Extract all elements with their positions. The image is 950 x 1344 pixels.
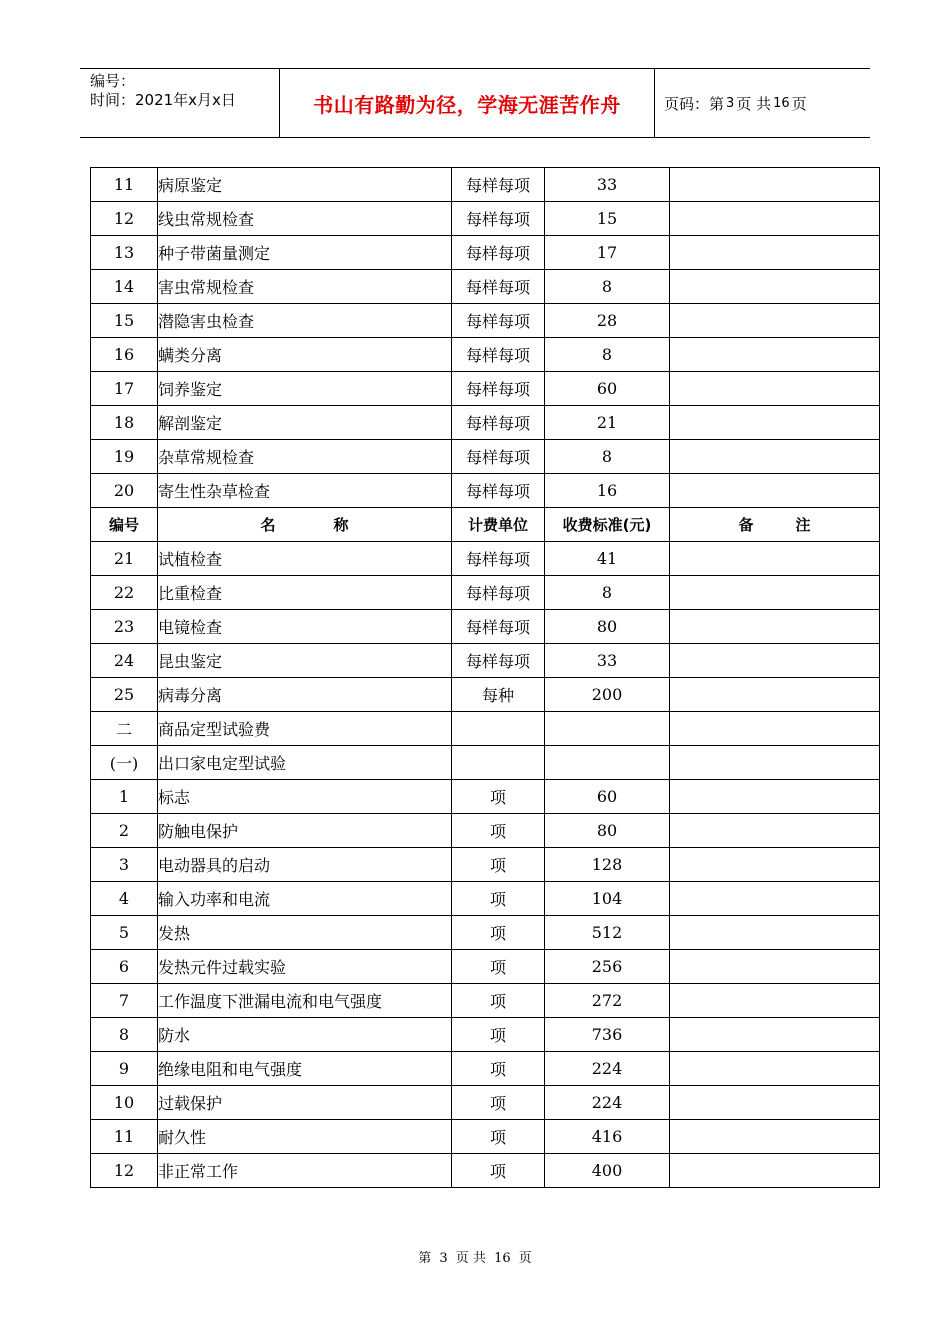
row-item-name: 比重检查 [158, 576, 452, 610]
page-prefix: 页码：第 [664, 94, 725, 113]
table-row [91, 202, 880, 236]
row-number: 18 [91, 406, 158, 440]
row-item-name: 防水 [158, 1018, 452, 1052]
header-name-b: 称 [333, 516, 349, 534]
page-total: 16 [773, 95, 790, 111]
table-row [91, 406, 880, 440]
row-note [670, 814, 880, 848]
row-unit [452, 746, 545, 780]
row-fee: 400 [545, 1154, 670, 1188]
row-note [670, 848, 880, 882]
row-note [670, 474, 880, 508]
row-number: 二 [91, 712, 158, 746]
fee-table-rows-after [91, 542, 880, 1188]
row-note [670, 746, 880, 780]
row-unit: 项 [452, 950, 545, 984]
row-unit: 每样每项 [452, 168, 545, 202]
row-fee: 33 [545, 168, 670, 202]
row-note [670, 916, 880, 950]
row-fee: 17 [545, 236, 670, 270]
footer-current: 3 [439, 1251, 448, 1266]
table-row [91, 338, 880, 372]
row-item-name: 输入功率和电流 [158, 882, 452, 916]
header-page-indicator [655, 69, 870, 137]
row-unit: 项 [452, 882, 545, 916]
row-number: 3 [91, 848, 158, 882]
fee-table-header-section [91, 508, 880, 542]
row-unit: 每样每项 [452, 644, 545, 678]
row-item-name: 解剖鉴定 [158, 406, 452, 440]
page-mid: 页 共 [736, 94, 772, 113]
header-no: 编号 [91, 508, 158, 542]
row-number: 11 [91, 168, 158, 202]
header-meta [80, 69, 280, 137]
column-header-row [91, 508, 880, 542]
row-fee: 8 [545, 440, 670, 474]
table-row [91, 576, 880, 610]
table-row [91, 440, 880, 474]
row-number: 7 [91, 984, 158, 1018]
table-row [91, 270, 880, 304]
table-row [91, 746, 880, 780]
table-row [91, 1052, 880, 1086]
page-header [80, 68, 870, 138]
row-number: 21 [91, 542, 158, 576]
row-item-name: 耐久性 [158, 1120, 452, 1154]
row-note [670, 882, 880, 916]
row-number: 25 [91, 678, 158, 712]
row-note [670, 984, 880, 1018]
row-item-name: 杂草常规检查 [158, 440, 452, 474]
row-number: 14 [91, 270, 158, 304]
table-row [91, 882, 880, 916]
row-item-name: 电镜检查 [158, 610, 452, 644]
row-note [670, 712, 880, 746]
row-fee: 41 [545, 542, 670, 576]
row-note [670, 168, 880, 202]
row-fee: 128 [545, 848, 670, 882]
row-note [670, 678, 880, 712]
doc-number-label: 编号： [90, 72, 136, 90]
table-row [91, 1154, 880, 1188]
row-fee [545, 712, 670, 746]
row-note [670, 542, 880, 576]
row-fee: 224 [545, 1086, 670, 1120]
row-number: 13 [91, 236, 158, 270]
row-number: 6 [91, 950, 158, 984]
row-note [670, 576, 880, 610]
row-item-name: 非正常工作 [158, 1154, 452, 1188]
row-number: 24 [91, 644, 158, 678]
row-fee: 8 [545, 576, 670, 610]
table-row [91, 848, 880, 882]
row-item-name: 病毒分离 [158, 678, 452, 712]
row-note [670, 780, 880, 814]
row-unit: 每样每项 [452, 202, 545, 236]
table-row [91, 984, 880, 1018]
row-unit: 项 [452, 984, 545, 1018]
footer-total: 16 [494, 1251, 511, 1266]
table-row [91, 1018, 880, 1052]
row-note [670, 1120, 880, 1154]
row-item-name: 出口家电定型试验 [158, 746, 452, 780]
row-item-name: 昆虫鉴定 [158, 644, 452, 678]
row-unit: 每样每项 [452, 440, 545, 474]
row-fee: 200 [545, 678, 670, 712]
table-row [91, 610, 880, 644]
time-label: 时间：2021年x月x日 [90, 91, 236, 109]
row-item-name: 过载保护 [158, 1086, 452, 1120]
row-item-name: 工作温度下泄漏电流和电气强度 [158, 984, 452, 1018]
page-current: 3 [726, 95, 735, 111]
header-name-a: 名 [260, 516, 276, 534]
row-fee: 33 [545, 644, 670, 678]
row-item-name: 绝缘电阻和电气强度 [158, 1052, 452, 1086]
row-note [670, 644, 880, 678]
row-number: 5 [91, 916, 158, 950]
row-number: 8 [91, 1018, 158, 1052]
row-unit: 每样每项 [452, 406, 545, 440]
row-unit: 项 [452, 1018, 545, 1052]
row-item-name: 试植检查 [158, 542, 452, 576]
row-note [670, 304, 880, 338]
table-row [91, 372, 880, 406]
row-fee: 60 [545, 372, 670, 406]
row-unit: 项 [452, 916, 545, 950]
row-number: 2 [91, 814, 158, 848]
table-row [91, 780, 880, 814]
table-row [91, 542, 880, 576]
table-row [91, 814, 880, 848]
row-unit: 项 [452, 1052, 545, 1086]
row-unit: 每种 [452, 678, 545, 712]
header-name [158, 508, 452, 542]
row-number: 10 [91, 1086, 158, 1120]
row-unit: 每样每项 [452, 304, 545, 338]
row-item-name: 防触电保护 [158, 814, 452, 848]
table-row [91, 236, 880, 270]
row-fee: 28 [545, 304, 670, 338]
table-row [91, 950, 880, 984]
row-note [670, 440, 880, 474]
row-unit: 项 [452, 814, 545, 848]
row-number: 22 [91, 576, 158, 610]
row-number: 11 [91, 1120, 158, 1154]
row-fee: 256 [545, 950, 670, 984]
table-row [91, 1086, 880, 1120]
page-footer [0, 1247, 950, 1266]
row-unit: 每样每项 [452, 338, 545, 372]
row-number: 9 [91, 1052, 158, 1086]
row-note [670, 1052, 880, 1086]
footer-mid: 页 共 [455, 1251, 486, 1266]
row-item-name: 螨类分离 [158, 338, 452, 372]
row-number: 4 [91, 882, 158, 916]
row-unit: 每样每项 [452, 236, 545, 270]
footer-prefix: 第 [418, 1251, 432, 1266]
row-item-name: 发热元件过载实验 [158, 950, 452, 984]
row-number: (一) [91, 746, 158, 780]
row-number: 20 [91, 474, 158, 508]
row-number: 12 [91, 202, 158, 236]
row-item-name: 发热 [158, 916, 452, 950]
row-note [670, 950, 880, 984]
row-note [670, 1086, 880, 1120]
row-note [670, 1018, 880, 1052]
row-unit: 项 [452, 1120, 545, 1154]
row-fee: 736 [545, 1018, 670, 1052]
header-motto: 书山有路勤为径，学海无涯苦作舟 [280, 69, 655, 137]
row-item-name: 电动器具的启动 [158, 848, 452, 882]
header-note-a: 备 [738, 516, 754, 534]
row-unit: 项 [452, 780, 545, 814]
row-note [670, 1154, 880, 1188]
row-item-name: 商品定型试验费 [158, 712, 452, 746]
row-number: 15 [91, 304, 158, 338]
row-item-name: 害虫常规检查 [158, 270, 452, 304]
row-unit: 每样每项 [452, 576, 545, 610]
row-number: 1 [91, 780, 158, 814]
row-unit: 每样每项 [452, 610, 545, 644]
row-unit: 每样每项 [452, 474, 545, 508]
header-note-b: 注 [795, 516, 811, 534]
fee-table-rows-before [91, 168, 880, 508]
row-note [670, 406, 880, 440]
table-row [91, 1120, 880, 1154]
row-item-name: 种子带菌量测定 [158, 236, 452, 270]
row-fee: 8 [545, 338, 670, 372]
row-item-name: 潜隐害虫检查 [158, 304, 452, 338]
row-item-name: 线虫常规检查 [158, 202, 452, 236]
row-note [670, 610, 880, 644]
row-fee: 60 [545, 780, 670, 814]
row-unit: 每样每项 [452, 542, 545, 576]
row-note [670, 270, 880, 304]
row-note [670, 202, 880, 236]
table-row [91, 916, 880, 950]
row-fee [545, 746, 670, 780]
page-suffix: 页 [791, 94, 807, 113]
row-item-name: 饲养鉴定 [158, 372, 452, 406]
row-fee: 416 [545, 1120, 670, 1154]
row-number: 17 [91, 372, 158, 406]
row-fee: 16 [545, 474, 670, 508]
fee-table [90, 167, 880, 1188]
row-unit: 每样每项 [452, 270, 545, 304]
row-unit: 项 [452, 848, 545, 882]
row-fee: 15 [545, 202, 670, 236]
row-unit [452, 712, 545, 746]
row-note [670, 372, 880, 406]
row-fee: 21 [545, 406, 670, 440]
table-row [91, 712, 880, 746]
row-item-name: 标志 [158, 780, 452, 814]
table-row [91, 168, 880, 202]
row-unit: 项 [452, 1086, 545, 1120]
row-fee: 80 [545, 610, 670, 644]
row-number: 12 [91, 1154, 158, 1188]
header-note [670, 508, 880, 542]
footer-suffix: 页 [518, 1251, 532, 1266]
row-item-name: 病原鉴定 [158, 168, 452, 202]
row-number: 19 [91, 440, 158, 474]
table-row [91, 304, 880, 338]
row-fee: 104 [545, 882, 670, 916]
row-fee: 512 [545, 916, 670, 950]
header-unit: 计费单位 [452, 508, 545, 542]
row-fee: 272 [545, 984, 670, 1018]
row-item-name: 寄生性杂草检查 [158, 474, 452, 508]
row-number: 16 [91, 338, 158, 372]
table-row [91, 678, 880, 712]
row-fee: 80 [545, 814, 670, 848]
row-note [670, 236, 880, 270]
row-note [670, 338, 880, 372]
header-fee: 收费标准(元) [545, 508, 670, 542]
row-number: 23 [91, 610, 158, 644]
row-fee: 8 [545, 270, 670, 304]
row-unit: 每样每项 [452, 372, 545, 406]
table-row [91, 644, 880, 678]
row-fee: 224 [545, 1052, 670, 1086]
table-row [91, 474, 880, 508]
row-unit: 项 [452, 1154, 545, 1188]
